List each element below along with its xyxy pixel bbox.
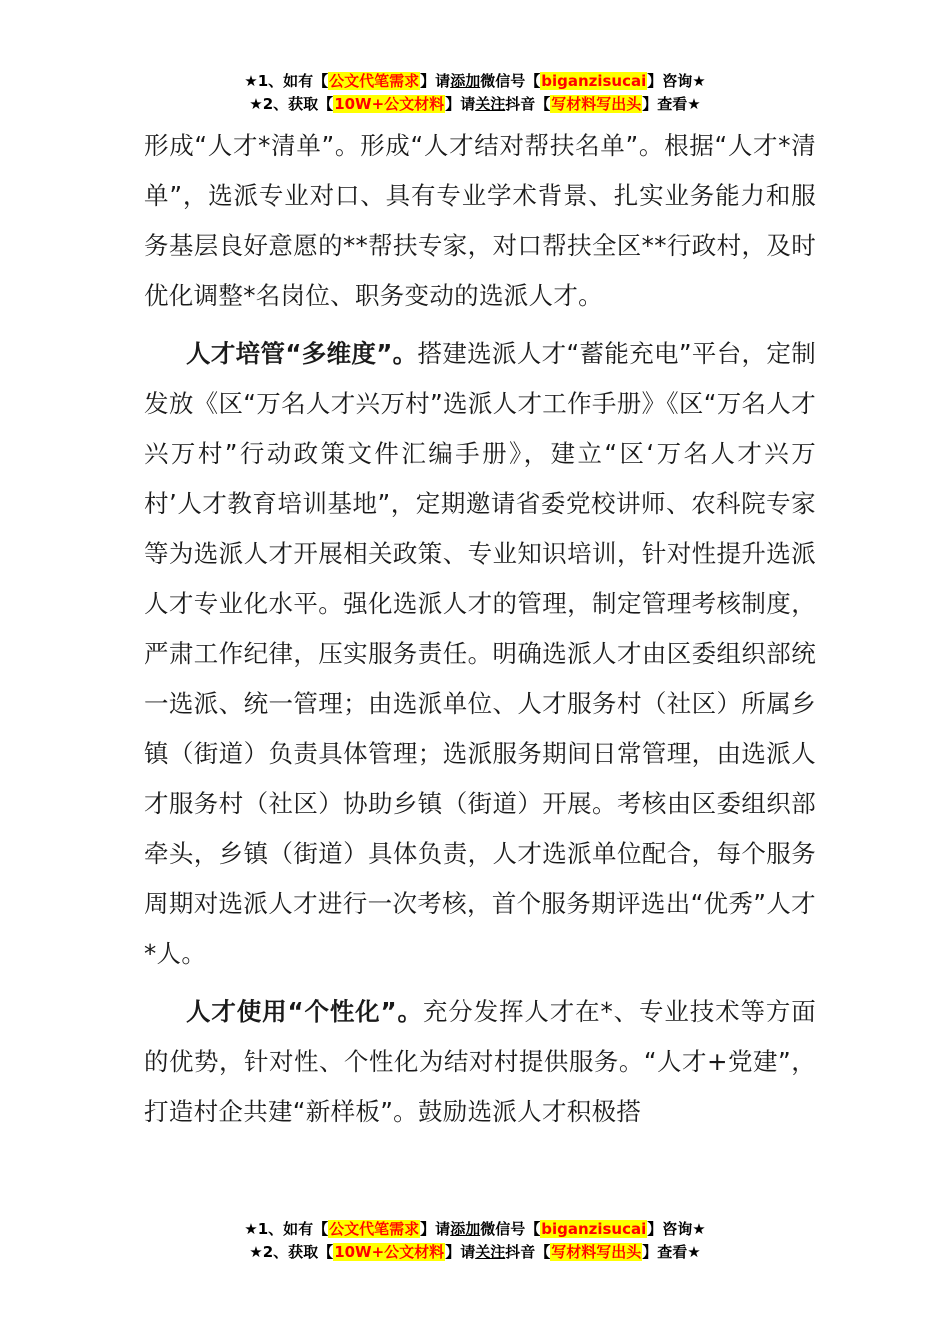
paragraph-text: 充分发挥人才在*、专业技术等方面的优势，针对性、个性化为结对村提供服务。“人才+党建”，打造村企共建“新样板”。鼓励选派人才积极搭 xyxy=(144,997,816,1126)
banner-text: 微信号【 xyxy=(480,72,541,90)
banner-line-2 xyxy=(0,93,950,116)
highlight-service: 公文代笔需求 xyxy=(329,1220,420,1238)
banner-text: 微信号【 xyxy=(480,1220,541,1238)
banner-underlined-text: 关注 xyxy=(475,1243,506,1261)
banner-text: 】查看★ xyxy=(642,95,701,113)
banner-text: 】查看★ xyxy=(642,1243,701,1261)
paragraph-talent-training xyxy=(144,329,816,979)
highlight-service: 公文代笔需求 xyxy=(329,72,420,90)
banner-text: 】请 xyxy=(420,72,451,90)
banner-text: ★2、获取【 xyxy=(249,95,334,113)
banner-text: 抖音【 xyxy=(505,95,551,113)
paragraph-text: 形成“人才*清单”。形成“人才结对帮扶名单”。根据“人才*清单”，选派专业对口、具有专业学术背景、扎实业务能力和服务基层良好意愿的**帮扶专家，对口帮扶全区**行政村，及时优化调整*名岗位、职务变动的选派人才。 xyxy=(144,131,816,310)
paragraph-lead: 人才使用“个性化”。 xyxy=(186,997,423,1026)
paragraph-lead: 人才培管“多维度”。 xyxy=(186,339,418,368)
banner-underlined-text: 添加 xyxy=(450,72,481,90)
banner-text: 】咨询★ xyxy=(647,72,706,90)
banner-line-2 xyxy=(0,1241,950,1264)
highlight-douyin-account: 写材料写出头 xyxy=(551,1243,642,1261)
paragraph-talent-list xyxy=(144,121,816,321)
header-banner xyxy=(0,70,950,116)
banner-text: ★1、如有【 xyxy=(244,1220,329,1238)
highlight-wechat-id: biganzisucai xyxy=(541,1220,647,1238)
banner-line-1 xyxy=(0,70,950,93)
banner-underlined-text: 关注 xyxy=(475,95,506,113)
document-body xyxy=(144,121,816,1137)
banner-underlined-text: 添加 xyxy=(450,1220,481,1238)
footer-banner xyxy=(0,1218,950,1264)
highlight-materials: 10W+公文材料 xyxy=(334,1243,445,1261)
banner-text: ★1、如有【 xyxy=(244,72,329,90)
highlight-douyin-account: 写材料写出头 xyxy=(551,95,642,113)
banner-text: ★2、获取【 xyxy=(249,1243,334,1261)
banner-text: 】请 xyxy=(445,1243,476,1261)
banner-text: 抖音【 xyxy=(505,1243,551,1261)
banner-text: 】请 xyxy=(420,1220,451,1238)
highlight-materials: 10W+公文材料 xyxy=(334,95,445,113)
highlight-wechat-id: biganzisucai xyxy=(541,72,647,90)
banner-text: 】请 xyxy=(445,95,476,113)
banner-text: 】咨询★ xyxy=(647,1220,706,1238)
paragraph-text: 搭建选派人才“蓄能充电”平台，定制发放《区“万名人才兴万村”选派人才工作手册》《区“万名人才兴万村”行动政策文件汇编手册》，建立“区‘万名人才兴万村’人才教育培训基地”，定期邀请省委党校讲师、农科院专家等为选派人才开展相关政策、专业知识培训，针对性提升选派人才专业化水平。强化选派人才的管理，制定管理考核制度，严肃工作纪律，压实服务责任。明确选派人才由区委组织部统一选派、统一管理；由选派单位、人才服务村（社区）所属乡镇（街道）负责具体管理；选派服务期间日常管理，由选派人才服务村（社区）协助乡镇（街道）开展。考核由区委组织部牵头，乡镇（街道）具体负责，人才选派单位配合，每个服务周期对选派人才进行一次考核，首个服务期评选出“优秀”人才*人。 xyxy=(144,339,816,968)
banner-line-1 xyxy=(0,1218,950,1241)
paragraph-talent-usage xyxy=(144,987,816,1137)
